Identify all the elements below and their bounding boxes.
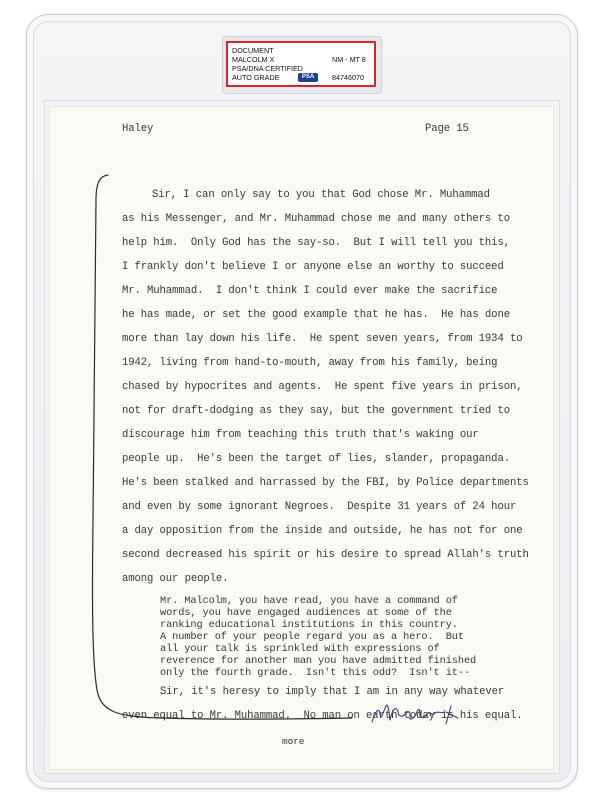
label-name: MALCOLM X: [232, 55, 275, 64]
label-auto-grade: AUTO GRADE: [232, 73, 280, 82]
text-line: chased by hypocrites and agents. He spent five years in prison,: [122, 381, 523, 393]
page-number: Page 15: [425, 123, 469, 135]
text-line: help him. Only God has the say-so. But I will tell you this,: [122, 237, 510, 249]
text-line: ranking educational institutions in this country.: [160, 619, 458, 631]
handwritten-signature: [372, 705, 458, 724]
text-line: a day opposition from the inside and outside, he has not for one: [122, 525, 523, 537]
text-line: even equal to Mr. Muhammad. No man on earth today is his equal.: [122, 710, 523, 722]
text-line: Mr. Malcolm, you have read, you have a command of: [160, 595, 458, 607]
label-type: DOCUMENT: [232, 46, 274, 55]
page-footer-more: more: [282, 736, 305, 747]
text-line: among our people.: [122, 573, 229, 585]
text-line: He's been stalked and harrassed by the FBI, by Police departments: [122, 477, 529, 489]
label-grade: NM - MT 8: [332, 55, 366, 64]
text-line: and even by some ignorant Negroes. Despite 31 years of 24 hour: [122, 501, 517, 513]
text-line: discourage him from teaching this truth that's waking our: [122, 429, 479, 441]
psa-logo: PSA: [298, 73, 318, 82]
margin-bracket-line: [92, 175, 352, 719]
text-line: not for draft-dodging as they say, but the government tried to: [122, 405, 510, 417]
text-line: second decreased his spirit or his desire to spread Allah's truth: [122, 549, 529, 561]
text-line: as his Messenger, and Mr. Muhammad chose me and many others to: [122, 213, 510, 225]
text-line: words, you have engaged audiences at some of the: [160, 607, 452, 619]
text-line: more than lay down his life. He spent seven years, from 1934 to: [122, 333, 523, 345]
text-line: 1942, living from hand-to-mouth, away from his family, being: [122, 357, 498, 369]
text-line: only the fourth grade. Isn't this odd? Isn't it--: [160, 667, 471, 679]
text-line: reverence for another man you have admitted finished: [160, 655, 477, 667]
text-line: A number of your people regard you as a hero. But: [160, 631, 464, 643]
text-line: all your talk is sprinkled with expressions of: [160, 643, 440, 655]
text-line: Sir, I can only say to you that God chose Mr. Muhammad: [152, 189, 490, 201]
text-line: people up. He's been the target of lies, slander, propaganda.: [122, 453, 510, 465]
label-cert-number: 84746070: [332, 73, 364, 82]
text-line: Mr. Muhammad. I don't think I could ever make the sacrifice: [122, 285, 498, 297]
label-certified: PSA/DNA CERTIFIED: [232, 64, 303, 73]
text-line: he has made, or set the good example that he has. He has done: [122, 309, 510, 321]
page-header-name: Haley: [122, 123, 154, 135]
text-line: Sir, it's heresy to imply that I am in any way whatever: [160, 686, 505, 698]
text-line: I frankly don't believe I or anyone else an worthy to succeed: [122, 261, 504, 273]
